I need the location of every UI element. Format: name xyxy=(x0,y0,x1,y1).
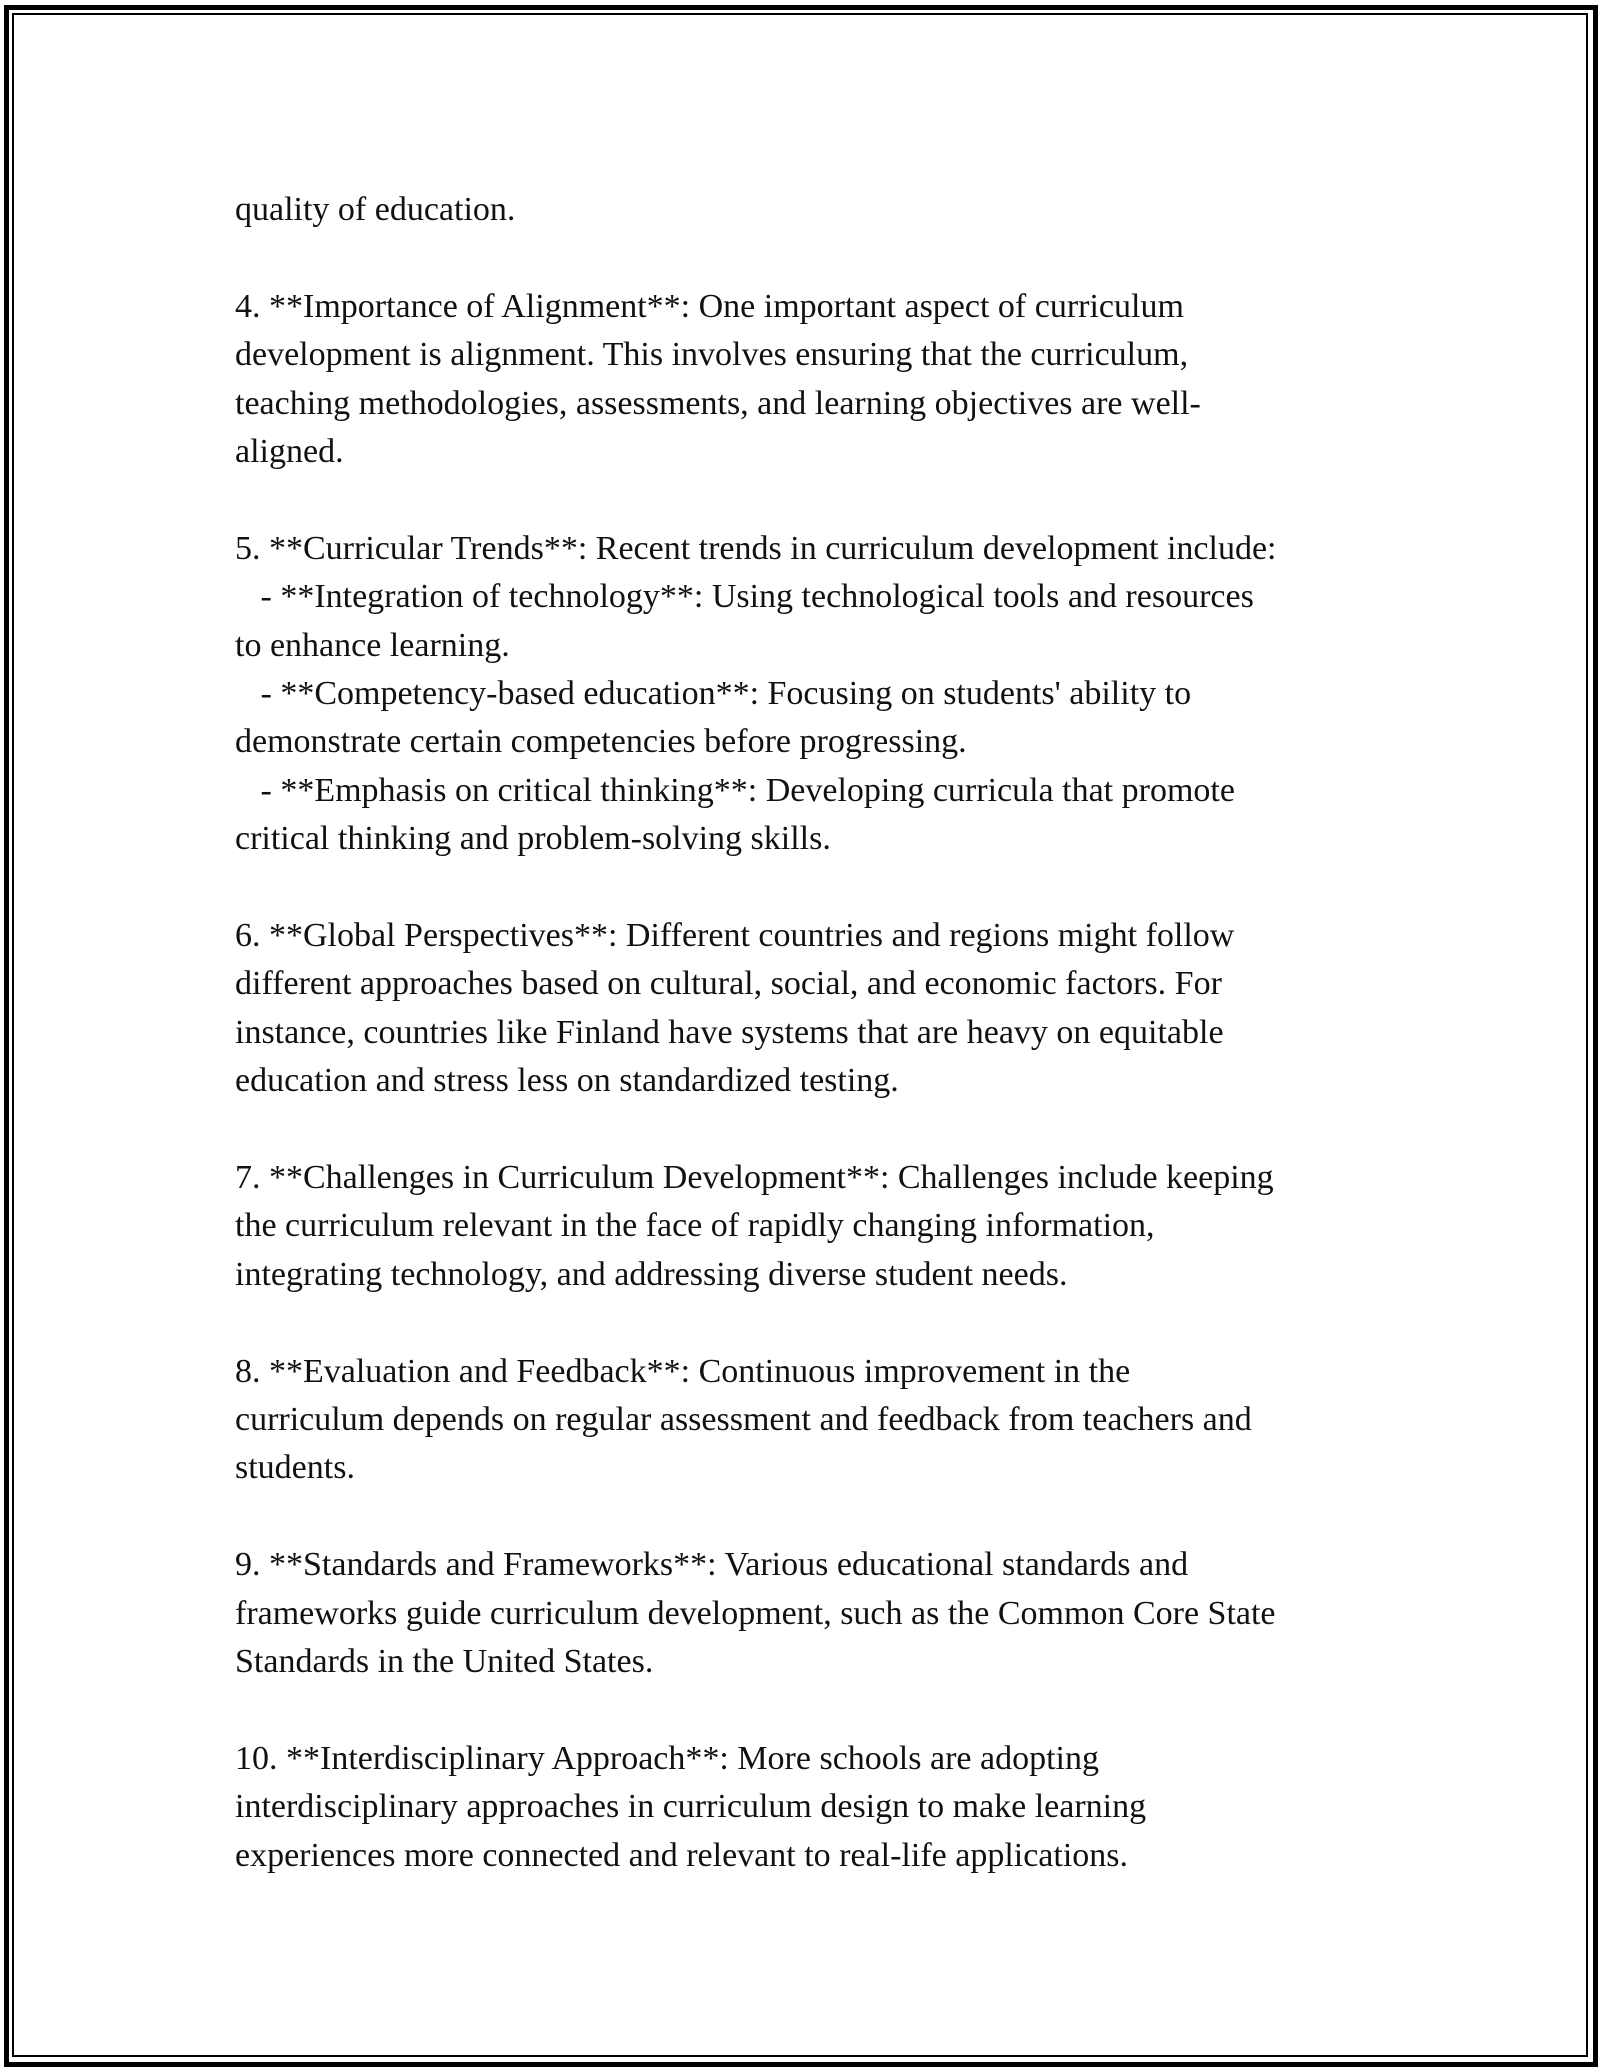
list-item-8-evaluation-and-feedback xyxy=(235,1348,1365,1493)
text-line: education and stress less on standardized testing. xyxy=(235,1062,899,1100)
text-line: teaching methodologies, assessments, and learning objectives are well- xyxy=(235,384,1201,422)
text-line: 7. **Challenges in Curriculum Development**: Challenges include keeping xyxy=(235,1159,1274,1197)
text-line: Standards in the United States. xyxy=(235,1643,654,1681)
text-line: students. xyxy=(235,1449,355,1487)
text-line: integrating technology, and addressing diverse student needs. xyxy=(235,1255,1068,1293)
text-line: interdisciplinary approaches in curriculum design to make learning xyxy=(235,1788,1147,1826)
text-line: development is alignment. This involves ensuring that the curriculum, xyxy=(235,336,1189,374)
sub-item-line: - **Emphasis on critical thinking**: Developing curricula that promote xyxy=(235,771,1235,809)
sub-item-line: - **Integration of technology**: Using technological tools and resources xyxy=(235,578,1254,616)
list-item-9-standards-and-frameworks xyxy=(235,1541,1365,1686)
text-line: quality of education. xyxy=(235,191,516,228)
text-line: instance, countries like Finland have systems that are heavy on equitable xyxy=(235,1013,1224,1051)
text-line: to enhance learning. xyxy=(235,626,510,664)
text-line: experiences more connected and relevant to real-life applications. xyxy=(235,1836,1129,1874)
list-item-4-importance-of-alignment xyxy=(235,283,1365,477)
text-line: 4. **Importance of Alignment**: One important aspect of curriculum xyxy=(235,287,1184,325)
text-line: different approaches based on cultural, social, and economic factors. For xyxy=(235,965,1222,1003)
text-line: 9. **Standards and Frameworks**: Various educational standards and xyxy=(235,1546,1189,1584)
text-line: frameworks guide curriculum development, such as the Common Core State xyxy=(235,1594,1276,1632)
text-line: 6. **Global Perspectives**: Different countries and regions might follow xyxy=(235,917,1235,955)
list-item-10-interdisciplinary-approach xyxy=(235,1735,1365,1880)
text-line: critical thinking and problem-solving skills. xyxy=(235,820,831,858)
list-item-6-global-perspectives xyxy=(235,912,1365,1106)
list-item-7-challenges xyxy=(235,1154,1365,1299)
list-item-5-curricular-trends xyxy=(235,525,1365,864)
text-line: the curriculum relevant in the face of rapidly changing information, xyxy=(235,1207,1155,1245)
document-body xyxy=(235,186,1365,1929)
text-line: 5. **Curricular Trends**: Recent trends in curriculum development include: xyxy=(235,529,1277,567)
text-line: aligned. xyxy=(235,433,344,471)
text-line: 10. **Interdisciplinary Approach**: More schools are adopting xyxy=(235,1739,1099,1777)
text-line: demonstrate certain competencies before progressing. xyxy=(235,723,967,761)
text-line: 8. **Evaluation and Feedback**: Continuous improvement in the xyxy=(235,1352,1131,1390)
paragraph-continuation xyxy=(235,186,1365,234)
sub-item-line: - **Competency-based education**: Focusing on students' ability to xyxy=(235,675,1192,713)
text-line: curriculum depends on regular assessment and feedback from teachers and xyxy=(235,1401,1252,1439)
